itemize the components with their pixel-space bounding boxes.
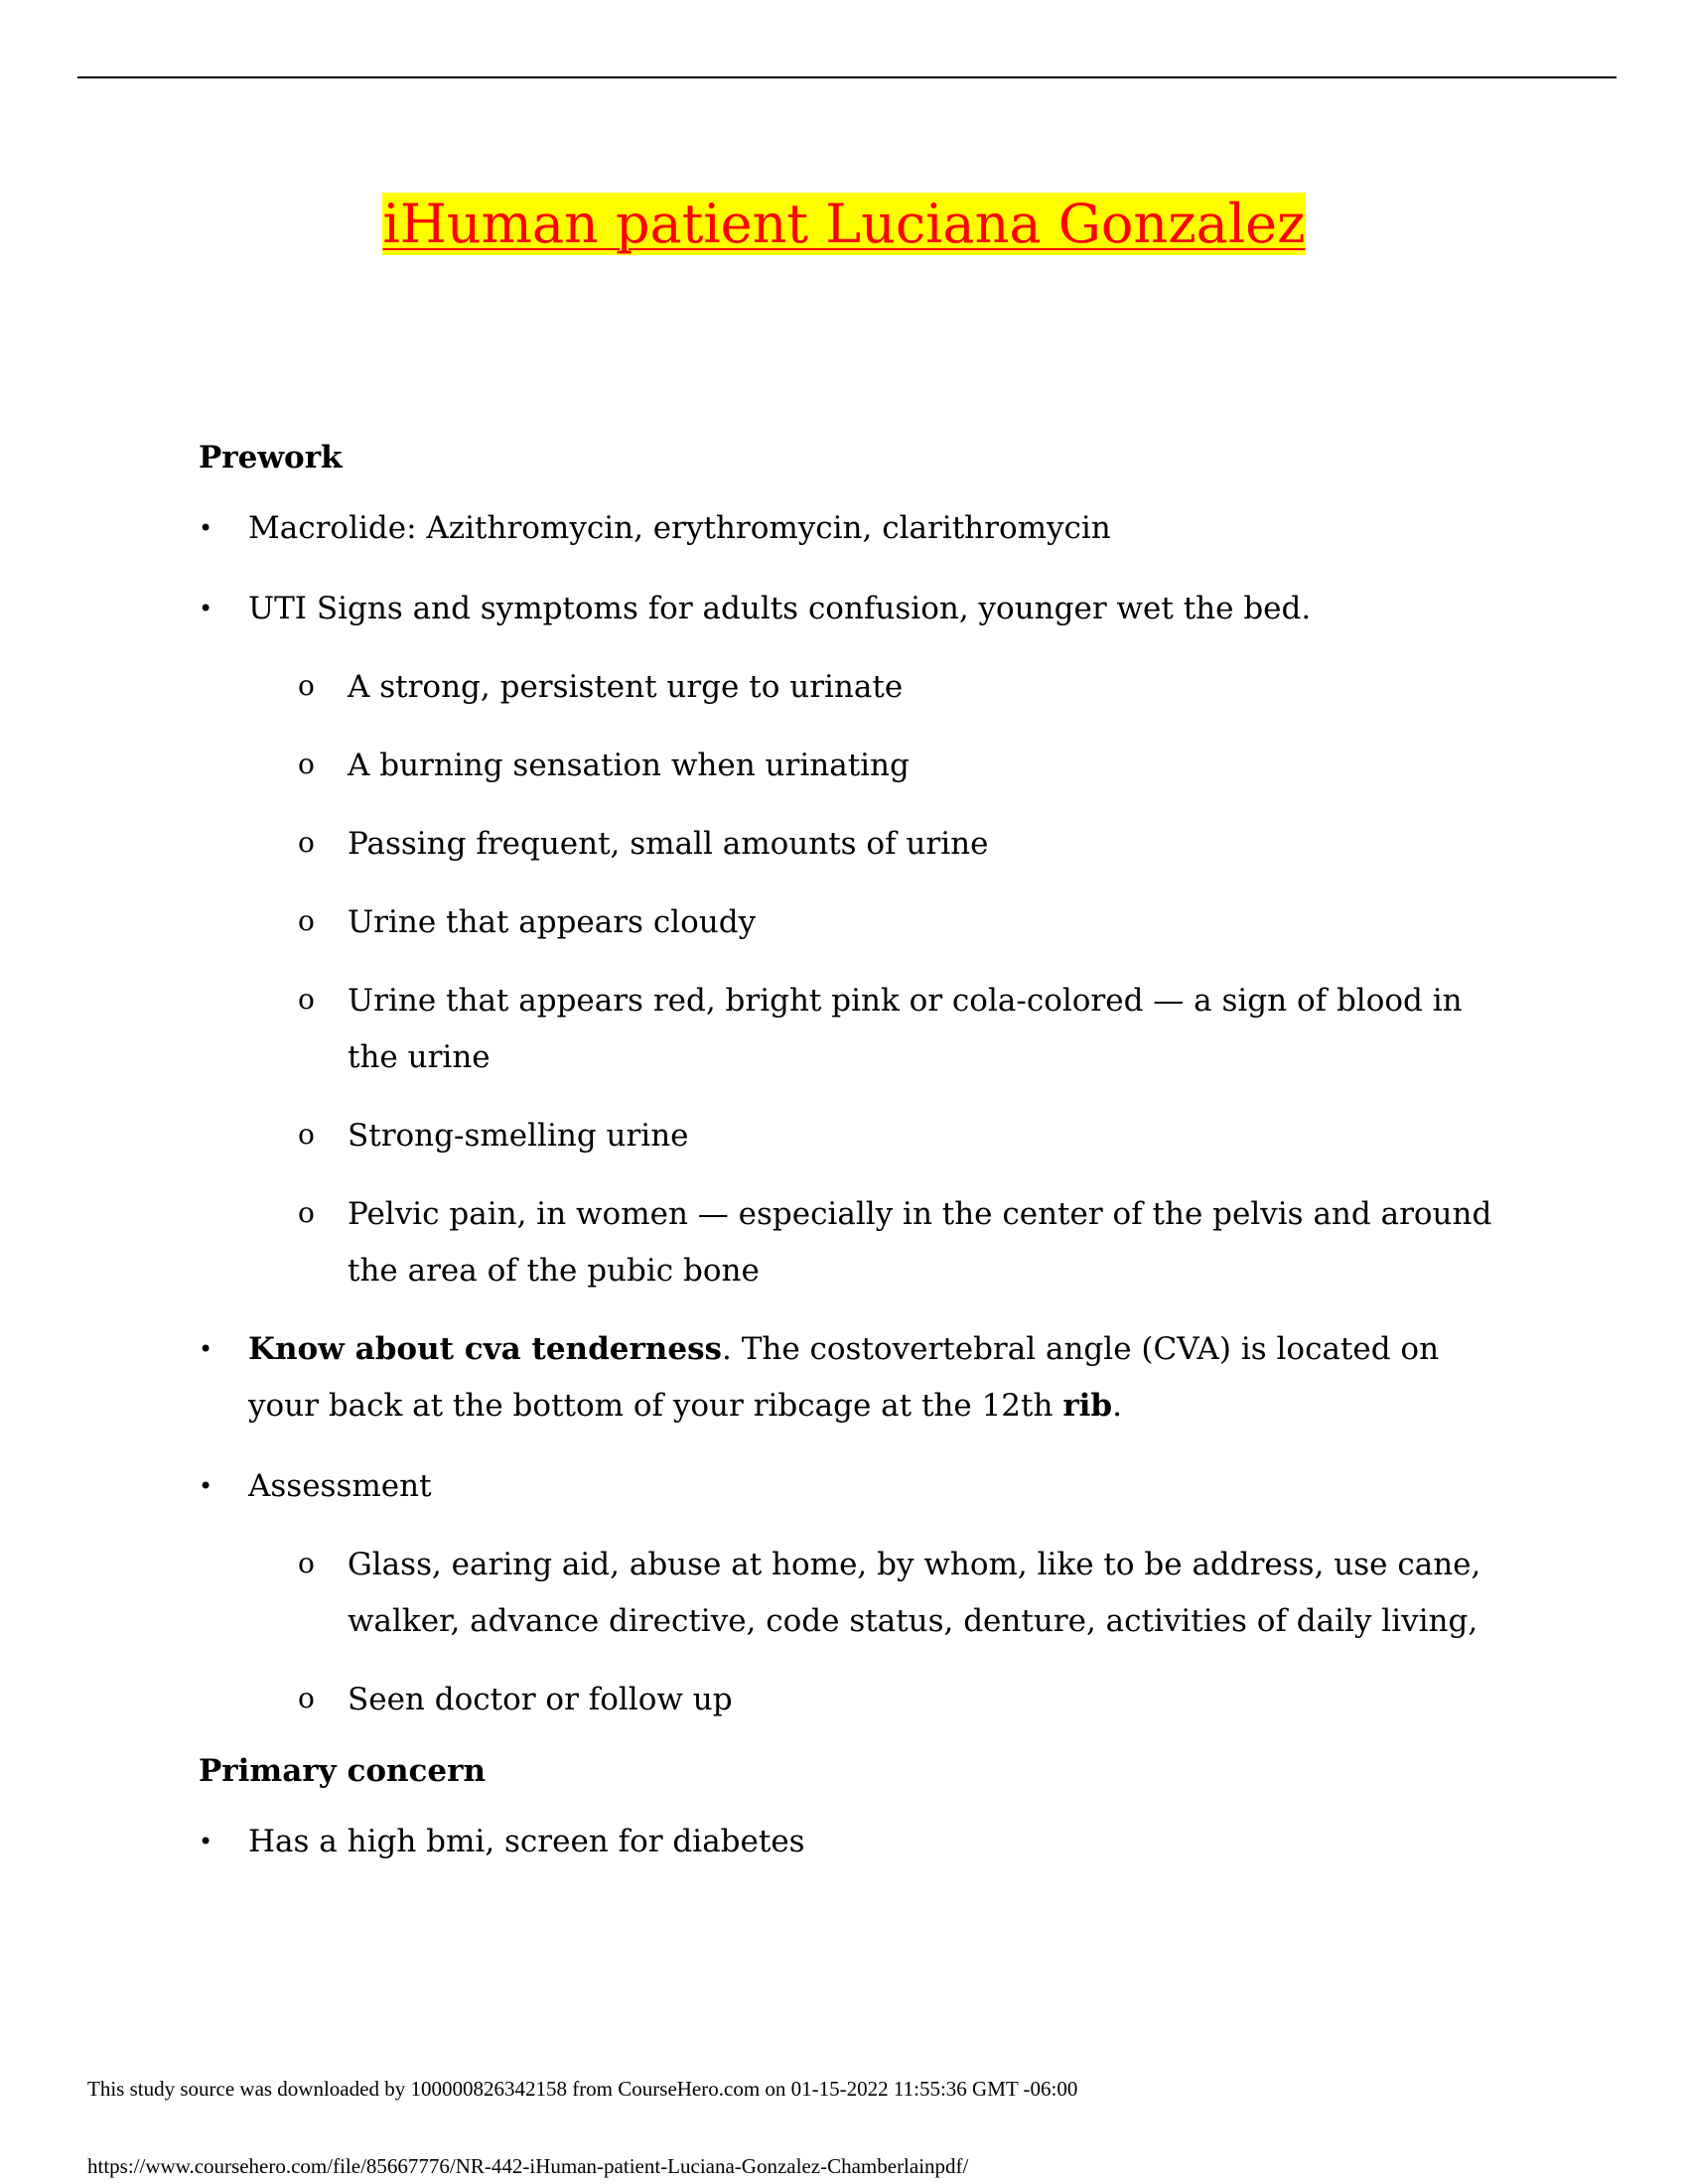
circle-bullet-icon: o bbox=[298, 1118, 315, 1151]
sub-list-item bbox=[199, 973, 1509, 1086]
document-title bbox=[0, 189, 1688, 260]
cva-end: . bbox=[1112, 1388, 1122, 1424]
bullet-icon: • bbox=[199, 1828, 213, 1855]
circle-bullet-icon: o bbox=[298, 669, 315, 702]
primary-concern-heading: Primary concern bbox=[199, 1753, 487, 1789]
list-item bbox=[199, 1458, 1509, 1515]
sub-bullet-text: Passing frequent, small amounts of urine bbox=[348, 826, 989, 862]
sub-bullet-text: Urine that appears cloudy bbox=[348, 904, 757, 940]
sub-list-item bbox=[199, 738, 1509, 794]
document-body bbox=[199, 437, 1509, 1870]
sub-list-item bbox=[199, 1186, 1509, 1299]
sub-bullet-text: A strong, persistent urge to urinate bbox=[348, 669, 904, 705]
bullet-text: UTI Signs and symptoms for adults confusion, younger wet the bed. bbox=[248, 591, 1312, 626]
download-notice: This study source was downloaded by 100000826342158 from CourseHero.com on 01-15-2022 11:55:36 GMT -06:00 bbox=[87, 2077, 1078, 2101]
list-item bbox=[199, 500, 1509, 557]
cva-text: . The costovertebral angle (CVA) is located on your back at the bottom of your ribcage at the 12th bbox=[248, 1331, 1440, 1424]
bullet-text: Assessment bbox=[248, 1468, 432, 1504]
sub-bullet-text: Glass, earing aid, abuse at home, by whom, like to be address, use cane, walker, advance directive, code status, denture, activities of daily living, bbox=[348, 1547, 1481, 1639]
bullet-icon: • bbox=[199, 595, 213, 622]
circle-bullet-icon: o bbox=[298, 1196, 315, 1229]
cva-lead: Know about cva tenderness bbox=[248, 1331, 722, 1367]
sub-list-item bbox=[199, 894, 1509, 951]
sub-bullet-text: Pelvic pain, in women — especially in the center of the pelvis and around the area of the pubic bone bbox=[348, 1196, 1492, 1289]
list-item bbox=[199, 1814, 1509, 1870]
circle-bullet-icon: o bbox=[298, 1682, 315, 1714]
sub-bullet-text: Seen doctor or follow up bbox=[348, 1682, 733, 1717]
bullet-text: Has a high bmi, screen for diabetes bbox=[248, 1824, 805, 1859]
sub-list-item bbox=[199, 1108, 1509, 1164]
sub-bullet-text: Strong-smelling urine bbox=[348, 1118, 689, 1154]
title-link[interactable]: iHuman patient Luciana Gonzalez bbox=[382, 193, 1306, 255]
bullet-text: Macrolide: Azithromycin, erythromycin, clarithromycin bbox=[248, 510, 1111, 546]
circle-bullet-icon: o bbox=[298, 748, 315, 780]
circle-bullet-icon: o bbox=[298, 904, 315, 937]
list-item bbox=[199, 581, 1509, 637]
sub-list-item bbox=[199, 659, 1509, 716]
sub-bullet-text: A burning sensation when urinating bbox=[348, 748, 910, 783]
sub-list-item bbox=[199, 1537, 1509, 1650]
circle-bullet-icon: o bbox=[298, 1547, 315, 1579]
sub-list-item bbox=[199, 1672, 1509, 1728]
header-rule bbox=[77, 76, 1617, 78]
source-url[interactable]: https://www.coursehero.com/file/85667776/NR-442-iHuman-patient-Luciana-Gonzalez-Chamberlainpdf/ bbox=[87, 2154, 969, 2178]
bullet-icon: • bbox=[199, 1335, 213, 1363]
sub-list-item bbox=[199, 816, 1509, 873]
sub-bullet-text: Urine that appears red, bright pink or cola-colored — a sign of blood in the urine bbox=[348, 983, 1463, 1075]
cva-rib: rib bbox=[1062, 1388, 1113, 1424]
circle-bullet-icon: o bbox=[298, 826, 315, 859]
bullet-icon: • bbox=[199, 514, 213, 542]
list-item bbox=[199, 1321, 1509, 1434]
prework-heading: Prework bbox=[199, 440, 343, 476]
circle-bullet-icon: o bbox=[298, 983, 315, 1016]
bullet-icon: • bbox=[199, 1472, 213, 1500]
